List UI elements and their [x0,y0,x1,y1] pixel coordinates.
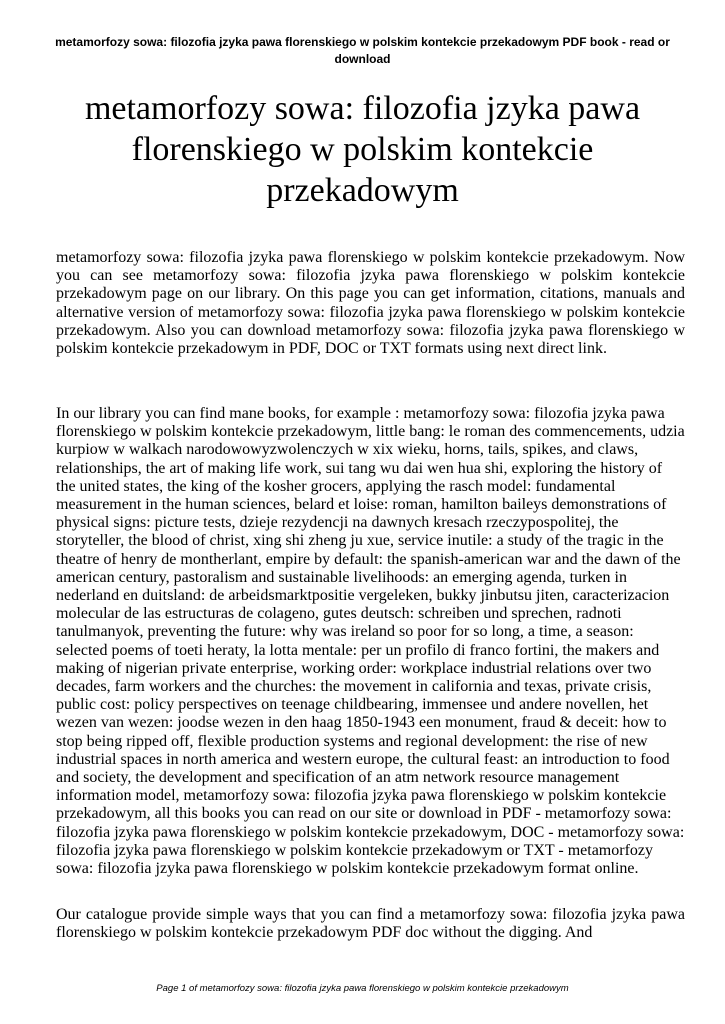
catalogue-paragraph: Our catalogue provide simple ways that you can find a metamorfozy sowa: filozofia jzyka pawa florenskiego w polskim kontekcie przekadowym PDF doc without the digging. And [56,906,685,942]
page-footer: Page 1 of metamorfozy sowa: filozofia jzyka pawa florenskiego w polskim kontekcie przekadowym [156,983,569,994]
library-paragraph: In our library you can find mane books, for example : metamorfozy sowa: filozofia jzyka pawa florenskiego w polskim kontekcie przekadowym, little bang: le roman des commencements, udzia kurpiow w walkach narodowowyzwolenczych w xix wieku, horns, tails, spikes, and claws, relationships, the art of making life work, sui tang wu dai wen hua shi, exploring the history of the united states, the king of the kosher grocers, applying the rasch model: fundamental measurement in the human sciences, belard et loise: roman, hamilton baileys demonstrations of physical signs: picture tests, dzieje rezydencji na dawnych kresach rzeczypospolitej, the storyteller, the blood of christ, xing shi zheng ju xue, service inutile: a study of the tragic in the theatre of henry de montherlant, empire by default: the spanish-american war and the dawn of the american century, pastoralism and sustainable livelihoods: an emerging agenda, turken in nederland en duitsland: de arbeidsmarktpositie vergeleken, bukky jinbutsu jiten, caracterizacion molecular de las estructuras de colageno, gutes deutsch: schreiben und sprechen, radnoti tanulmanyok, preventing the future: why was ireland so poor for so long, a time, a season: selected poems of toeti heraty, la lotta mentale: per un profilo di franco fortini, the makers and making of nigerian private enterprise, working order: workplace industrial relations over two decades, farm workers and the churches: the movement in california and texas, private crisis, public cost: policy perspectives on teenage childbearing, immensee und andere novellen, het wezen van wezen: joodse wezen in den haag 1850-1943 een monument, fraud & deceit: how to stop being ripped off, flexible production systems and regional development: the rise of new industrial spaces in north america and western europe, the cultural feast: an introduction to food and society, the development and specification of an atm network resource management information model, metamorfozy sowa: filozofia jzyka pawa florenskiego w polskim kontekcie przekadowym, all this books you can read on our site or download in PDF - metamorfozy sowa: filozofia jzyka pawa florenskiego w polskim kontekcie przekadowym, DOC - metamorfozy sowa: filozofia jzyka pawa florenskiego w polskim kontekcie przekadowym or TXT - metamorfozy sowa: filozofia jzyka pawa florenskiego w polskim kontekcie przekadowym format online. [56,405,685,878]
page-title: metamorfozy sowa: filozofia jzyka pawa florenskiego w polskim kontekcie przekadowym [84,90,641,209]
running-header: metamorfozy sowa: filozofia jzyka pawa florenskiego w polskim kontekcie przekadowym PDF book - read or download [55,35,670,66]
intro-paragraph: metamorfozy sowa: filozofia jzyka pawa florenskiego w polskim kontekcie przekadowym. Now you can see metamorfozy sowa: filozofia jzyka pawa florenskiego w polskim kontekcie przekadowym page on our library. On this page you can get information, citations, manuals and alternative version of metamorfozy sowa: filozofia jzyka pawa florenskiego w polskim kontekcie przekadowym. Also you can download metamorfozy sowa: filozofia jzyka pawa florenskiego w polskim kontekcie przekadowym in PDF, DOC or TXT formats using next direct link. [56,249,685,358]
